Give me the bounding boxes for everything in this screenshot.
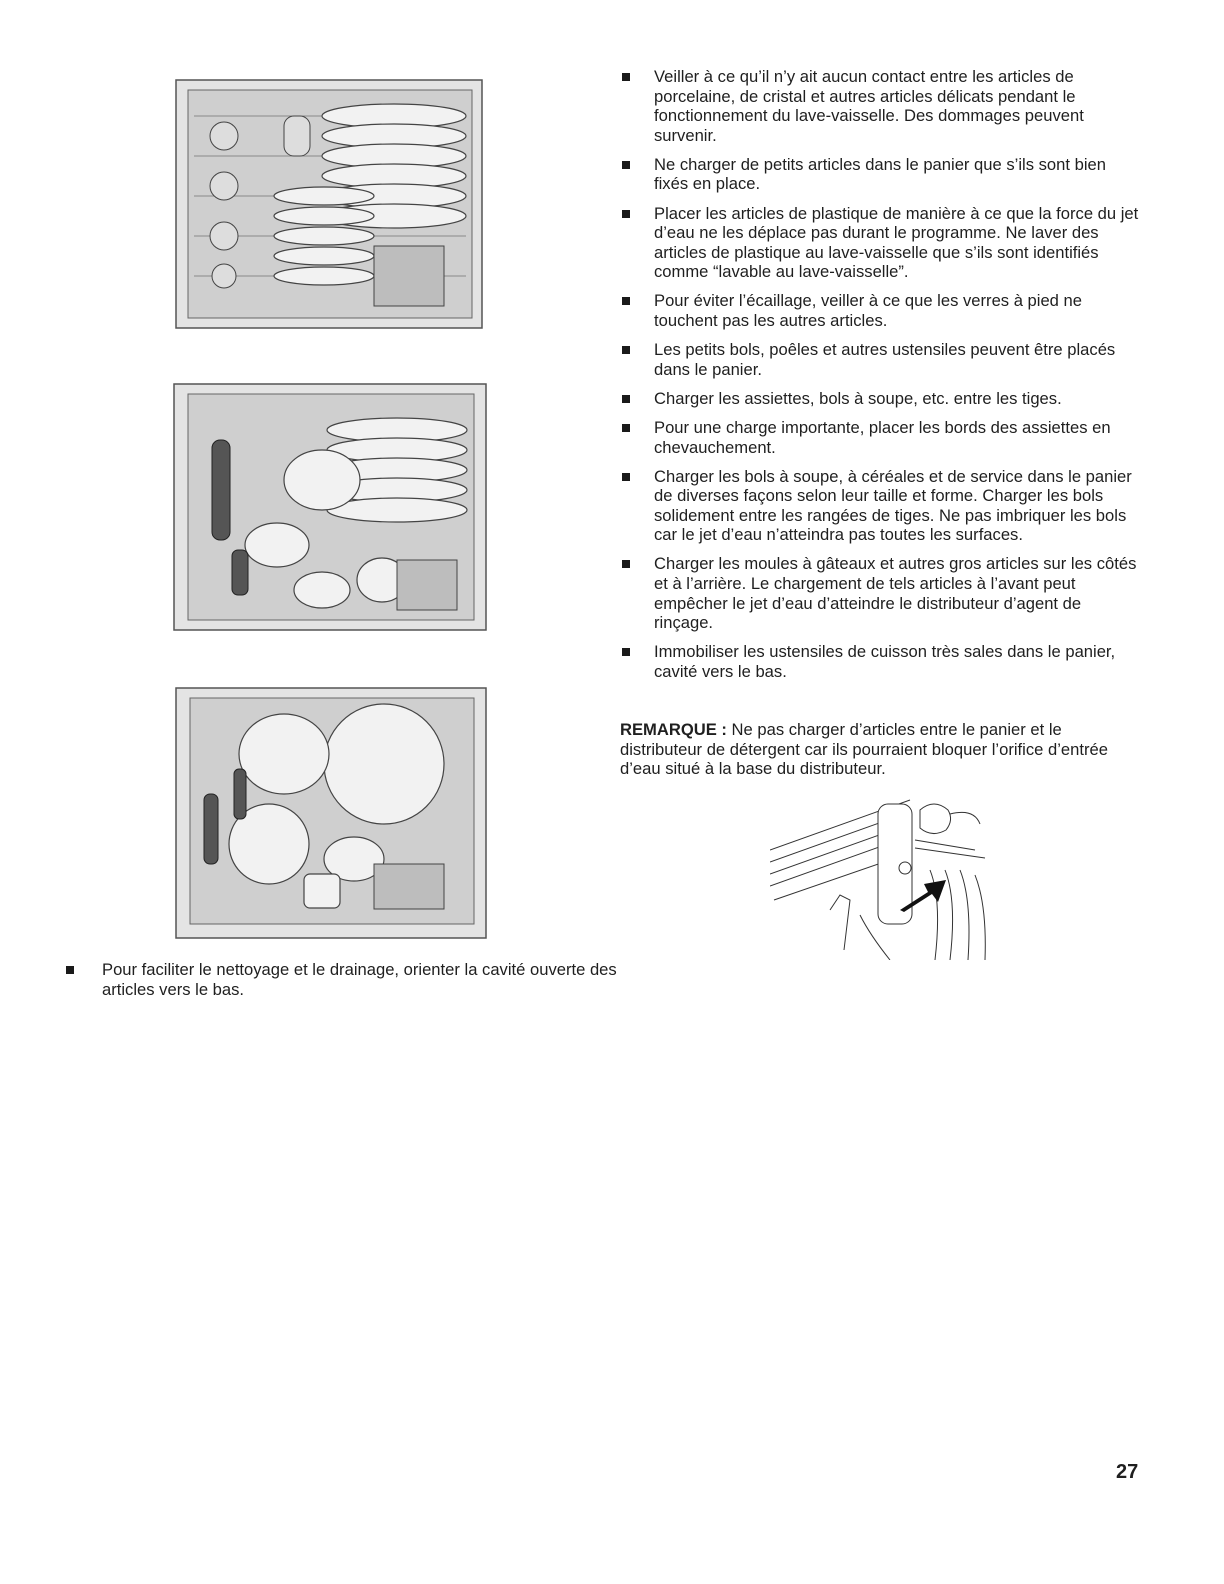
bullet-square-icon: [622, 395, 630, 403]
loading-tips-list: [620, 67, 1140, 691]
bullet-square-icon: [622, 297, 630, 305]
bullet-square-icon: [622, 73, 630, 81]
list-item: [620, 642, 1140, 681]
list-item-text: Pour éviter l’écaillage, veiller à ce que les verres à pied ne touchent pas les autres articles.: [654, 291, 1082, 331]
page-number: 27: [1116, 1461, 1139, 1483]
rack-illustration-bowls: [172, 380, 490, 635]
list-item-text: Les petits bols, poêles et autres ustensiles peuvent être placés dans le panier.: [654, 340, 1116, 379]
bullet-square-icon: [622, 560, 630, 568]
remark-note: [620, 720, 1140, 779]
dispenser-detail-illustration: [770, 790, 1002, 960]
list-item-text: Ne charger de petits articles dans le panier que s’ils sont bien fixés en place.: [654, 154, 1106, 194]
bullet-square-icon: [622, 648, 630, 656]
list-item: [620, 554, 1140, 632]
bullet-square-icon: [622, 161, 630, 169]
bullet-square-icon: [622, 210, 630, 218]
list-item: [620, 204, 1140, 282]
remark-label: REMARQUE :: [620, 720, 727, 739]
list-item: [620, 155, 1140, 194]
list-item-text: Pour une charge importante, placer les bords des assiettes en chevauchement.: [654, 417, 1111, 457]
rack-illustration-pots: [174, 684, 490, 942]
bullet-square-icon: [622, 473, 630, 481]
list-item: [620, 291, 1140, 330]
list-item-text: Placer les articles de plastique de manière à ce que la force du jet d’eau ne les déplace pas durant le programme. Ne laver des articles de plastique au lave-vaisselle que s’ils sont identifiés comme “lavable au lave-vaisselle”.: [654, 203, 1139, 282]
list-item: [620, 467, 1140, 545]
list-item-text: Charger les moules à gâteaux et autres gros articles sur les côtés et à l’arrière. Le chargement de tels articles à l’avant peut empêcher le jet d’eau d’atteindre le distributeur d’agent de rinçage.: [654, 554, 1137, 633]
bullet-square-icon: [66, 966, 74, 974]
drainage-tip: [66, 960, 622, 999]
bullet-square-icon: [622, 424, 630, 432]
drainage-tip-text: Pour faciliter le nettoyage et le drainage, orienter la cavité ouverte des articles vers le bas.: [102, 960, 617, 999]
list-item: [620, 340, 1140, 379]
rack-illustration-plates: [174, 76, 486, 332]
list-item-text: Charger les bols à soupe, à céréales et de service dans le panier de diverses façons selon leur taille et forme. Charger les bols solidement entre les rangées de tiges. Ne pas imbriquer les bols car le jet d’eau n’atteindra pas toutes les surfaces.: [654, 466, 1132, 545]
list-item: [620, 389, 1140, 409]
list-item: [620, 418, 1140, 457]
bullet-square-icon: [622, 346, 630, 354]
list-item: [620, 67, 1140, 145]
remark-text: Ne pas charger d’articles entre le panier et le distributeur de détergent car ils pourraient bloquer l’orifice d’entrée d’eau situé à la base du distributeur.: [620, 720, 1108, 779]
list-item-text: Charger les assiettes, bols à soupe, etc. entre les tiges.: [654, 388, 1062, 408]
list-item-text: Veiller à ce qu’il n’y ait aucun contact entre les articles de porcelaine, de cristal et autres articles délicats pendant le fonctionnement du lave-vaisselle. Des dommages peuvent survenir.: [654, 67, 1084, 145]
list-item-text: Immobiliser les ustensiles de cuisson très sales dans le panier, cavité vers le bas.: [654, 642, 1116, 681]
